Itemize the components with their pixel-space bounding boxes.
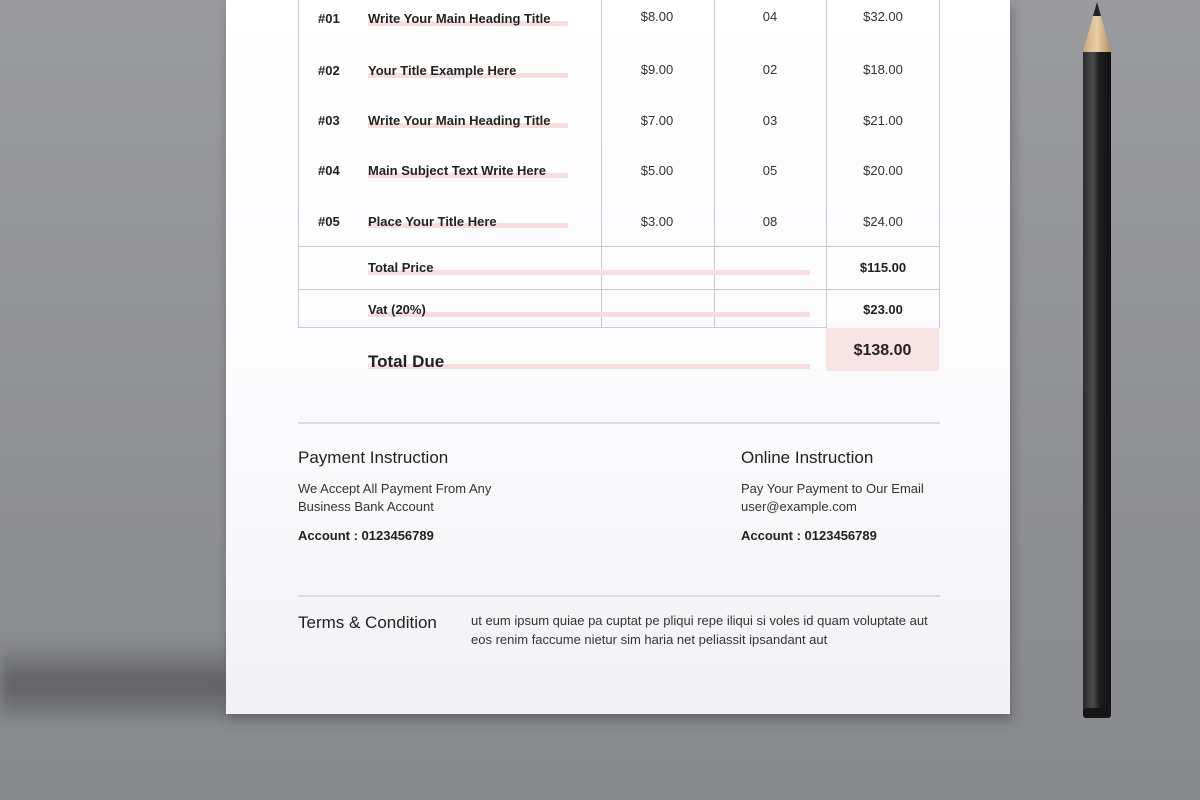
invoice-sheet: [226, 0, 1010, 714]
table-divider-price: [601, 0, 602, 328]
total-due-label: Total Due: [368, 352, 445, 371]
item-title: Write Your Main Heading Title: [368, 11, 551, 26]
item-number: #05: [318, 214, 340, 229]
item-price: $7.00: [640, 113, 674, 128]
item-qty: 03: [762, 113, 778, 128]
item-total: $18.00: [863, 62, 903, 77]
vat-label: Vat (20%): [368, 302, 426, 317]
table-line-subtotal: [298, 246, 940, 247]
item-price: $5.00: [640, 163, 674, 178]
table-divider-qty: [714, 0, 715, 328]
total-price-label: Total Price: [368, 260, 434, 275]
table-divider-total: [826, 0, 827, 328]
item-total: $20.00: [863, 163, 903, 178]
online-heading: Online Instruction: [741, 448, 874, 467]
item-total: $21.00: [863, 113, 903, 128]
table-border-right: [939, 0, 940, 328]
item-qty: 08: [762, 214, 778, 229]
section-divider: [298, 422, 940, 424]
item-title: Main Subject Text Write Here: [368, 163, 546, 178]
item-number: #02: [318, 63, 340, 78]
terms-line-2: eos renim faccume nietur sim haria net peliassit ipsandant aut: [471, 632, 828, 647]
item-title: Place Your Title Here: [368, 214, 497, 229]
item-title: Your Title Example Here: [368, 63, 517, 78]
total-due-value: $138.00: [853, 342, 912, 359]
payment-account: Account : 0123456789: [298, 528, 434, 543]
item-number: #03: [318, 113, 340, 128]
payment-line-1: We Accept All Payment From Any: [298, 481, 492, 496]
item-price: $8.00: [640, 9, 674, 24]
vat-underline: [368, 312, 810, 317]
vat-value: $23.00: [863, 302, 903, 317]
online-email: user@example.com: [741, 499, 857, 514]
item-total: $32.00: [863, 9, 903, 24]
item-total: $24.00: [863, 214, 903, 229]
terms-line-1: ut eum ipsum quiae pa cuptat pe pliqui repe iliqui si voles id quam voluptate aut: [471, 613, 928, 628]
payment-line-2: Business Bank Account: [298, 499, 434, 514]
item-number: #01: [318, 11, 340, 26]
table-line-vat: [298, 289, 940, 290]
table-border-left: [298, 0, 299, 328]
item-title: Write Your Main Heading Title: [368, 113, 551, 128]
paper-shadow: [0, 640, 230, 720]
item-qty: 05: [762, 163, 778, 178]
item-number: #04: [318, 163, 340, 178]
item-qty: 04: [762, 9, 778, 24]
pencil-icon: [1080, 0, 1114, 720]
item-price: $9.00: [640, 62, 674, 77]
item-qty: 02: [762, 62, 778, 77]
online-account: Account : 0123456789: [741, 528, 877, 543]
online-line-1: Pay Your Payment to Our Email: [741, 481, 924, 496]
item-price: $3.00: [640, 214, 674, 229]
total-price-value: $115.00: [859, 260, 907, 275]
total-price-underline: [368, 270, 810, 275]
table-line-bottom: [298, 327, 827, 328]
payment-heading: Payment Instruction: [298, 448, 449, 467]
section-divider: [298, 595, 940, 597]
terms-heading: Terms & Condition: [298, 613, 437, 632]
